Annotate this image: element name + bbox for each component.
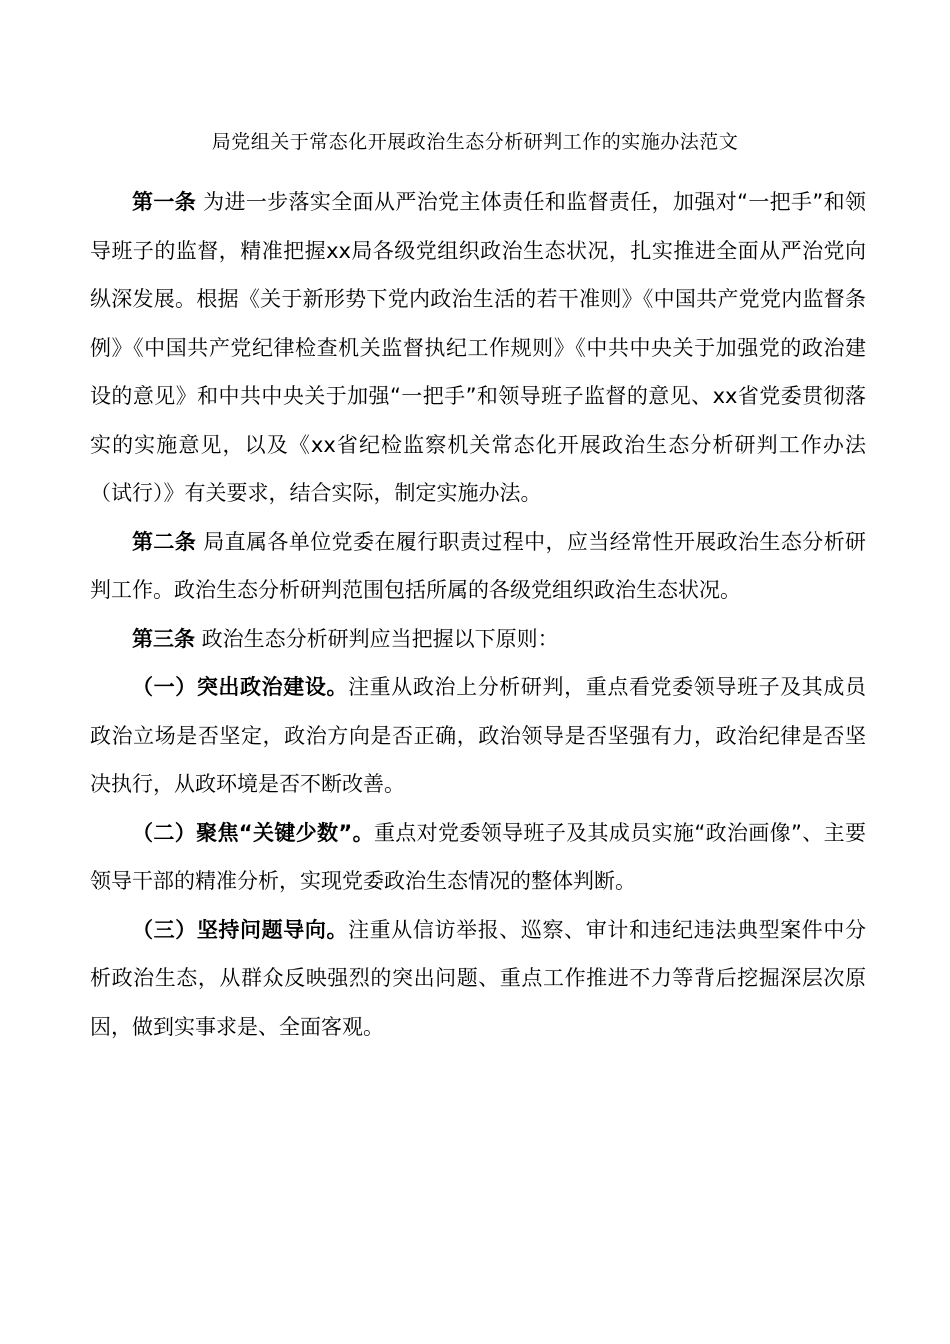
principle-2-heading: （二）聚焦“关键少数”。 [132,820,374,845]
principle-1-text: 注重从政治上分析研判，重点看党委领导班子及其成员政治立场是否坚定，政治方向是否正确，政治领导是否坚强有力，政治纪律是否坚决执行，从政环境是否不断改善。 [90,675,866,796]
principle-2-paragraph [90,809,866,906]
principle-2-text: 重点对党委领导班子及其成员实施“政治画像”、主要领导干部的精准分析，实现党委政治生态情况的整体判断。 [90,820,866,893]
article-2-heading: 第二条 [132,529,197,554]
article-3-paragraph [90,615,866,664]
article-1-paragraph [90,178,866,518]
principle-1-heading: （一）突出政治建设。 [132,675,349,699]
document-title: 局党组关于常态化开展政治生态分析研判工作的实施办法范文 [211,131,739,153]
principle-1-paragraph [90,663,866,809]
article-3-text: 政治生态分析研判应当把握以下原则： [195,626,559,651]
principle-3-paragraph [90,906,866,1052]
article-2-text: 局直属各单位党委在履行职责过程中，应当经常性开展政治生态分析研判工作。政治生态分析研判范围包括所属的各级党组织政治生态状况。 [90,529,866,602]
document-body [90,178,866,1051]
article-3-heading: 第三条 [132,626,195,651]
principle-3-text: 注重从信访举报、巡察、审计和违纪违法典型案件中分析政治生态，从群众反映强烈的突出问题、重点工作推进不力等背后挖掘深层次原因，做到实事求是、全面客观。 [90,917,866,1039]
principle-3-heading: （三）坚持问题导向。 [132,917,349,942]
article-1-heading: 第一条 [132,190,197,214]
article-1-text: 为进一步落实全面从严治党主体责任和监督责任，加强对“一把手”和领导班子的监督，精准把握xx局各级党组织政治生态状况，扎实推进全面从严治党向纵深发展。根据《关于新形势下党内政治生活的若干准则》《中国共产党党内监督条例》《中国共产党纪律检查机关监督执纪工作规则》《中共中央关于加强党的政治建设的意见》和中共中央关于加强“一把手”和领导班子监督的意见、xx省党委贯彻落实的实施意见，以及《xx省纪检监察机关常态化开展政治生态分析研判工作办法（试行）》有关要求，结合实际，制定实施办法。 [90,190,866,505]
article-2-paragraph [90,518,866,615]
